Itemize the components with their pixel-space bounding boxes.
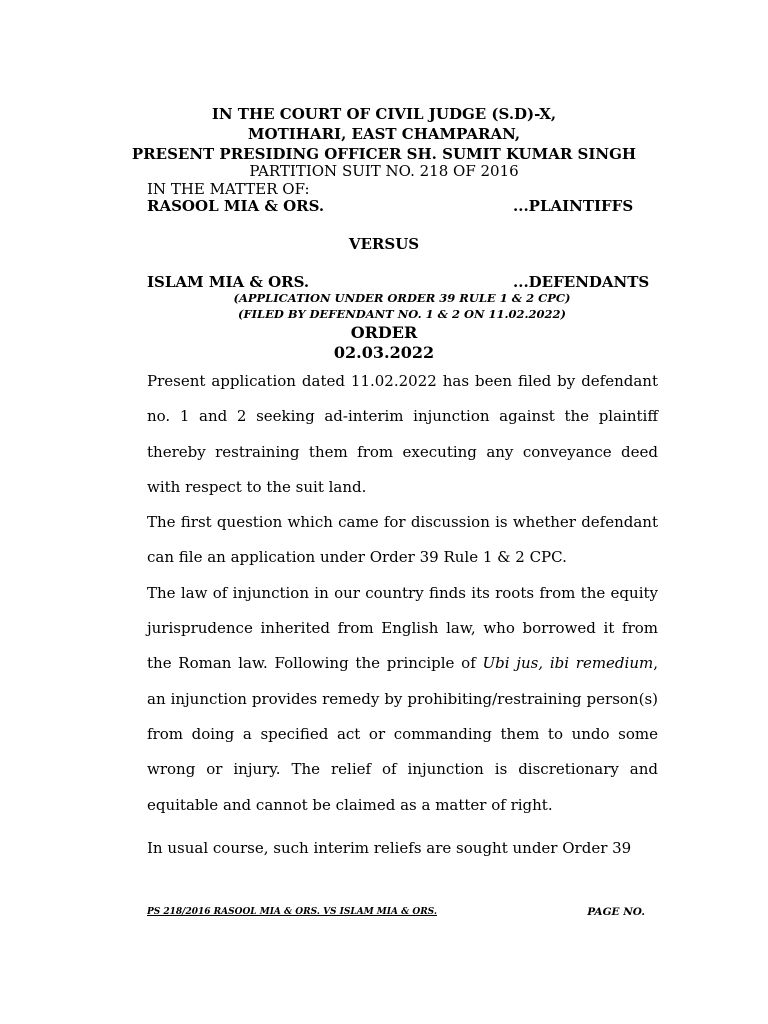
matter-of-label: IN THE MATTER OF: (147, 180, 310, 198)
paragraph-1: Present application dated 11.02.2022 has been filed by defendant no. 1 and 2 seeking ad-interim injunction against the plaintiff thereby restraining them from executing any conveyance deed with respect to the suit land. (147, 372, 658, 496)
application-caption: (APPLICATION UNDER ORDER 39 RULE 1 & 2 CPC) (233, 291, 571, 305)
plaintiff-role: ...PLAINTIFFS (513, 197, 634, 215)
paragraph-3 (147, 576, 658, 823)
versus-label: VERSUS (348, 235, 420, 253)
court-location-line: MOTIHARI, EAST CHAMPARAN, (247, 125, 521, 143)
order-body (147, 364, 658, 866)
defendant-row (147, 272, 650, 292)
filing-caption: (FILED BY DEFENDANT NO. 1 & 2 ON 11.02.2022) (238, 307, 566, 321)
paragraph-3-text-b: , an injunction provides remedy by prohibiting/restraining person(s) from doing a specified act or commanding them to undo some wrong or injury. The relief of injunction is discretionary and equitable and cannot be claimed as a matter of right. (147, 654, 658, 814)
paragraph-2: The first question which came for discussion is whether defendant can file an application under Order 39 Rule 1 & 2 CPC. (147, 513, 658, 567)
presiding-officer-line: PRESENT PRESIDING OFFICER SH. SUMIT KUMAR SINGH (131, 145, 637, 163)
court-name-line: IN THE COURT OF CIVIL JUDGE (S.D)-X, (211, 105, 557, 123)
footer-case-reference: PS 218/2016 RASOOL MIA & ORS. VS ISLAM MIA & ORS. (147, 907, 437, 917)
defendant-name: ISLAM MIA & ORS. (147, 273, 310, 291)
paragraph-3-text-a: The law of injunction in our country finds its roots from the equity jurisprudence inherited from English law, who borrowed it from the Roman law. Following the principle of (147, 583, 658, 673)
order-date: 02.03.2022 (333, 343, 435, 362)
latin-maxim: Ubi jus, ibi remedium (482, 654, 654, 673)
paragraph-4: In usual course, such interim reliefs are sought under Order 39 (147, 838, 632, 857)
suit-number: PARTITION SUIT NO. 218 OF 2016 (249, 162, 519, 180)
plaintiff-row (147, 196, 637, 216)
footer-page-number: PAGE NO. (587, 906, 645, 918)
plaintiff-name: RASOOL MIA & ORS. (147, 197, 325, 215)
defendant-role: ...DEFENDANTS (513, 273, 650, 291)
page-footer (147, 906, 645, 922)
order-title: ORDER (350, 323, 418, 342)
